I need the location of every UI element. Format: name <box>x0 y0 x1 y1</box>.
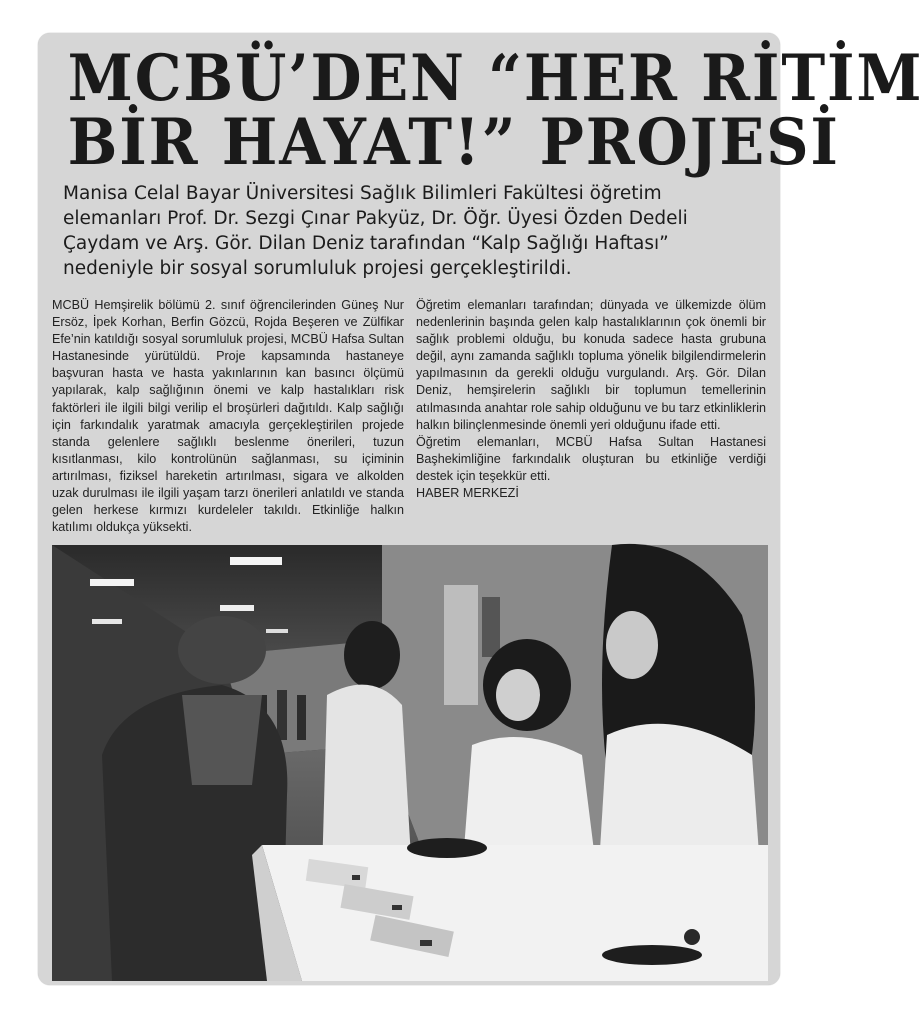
brochure-mark <box>420 940 432 946</box>
doorway <box>444 585 478 705</box>
wall-sign <box>482 597 500 657</box>
visitor-scarf <box>182 695 262 785</box>
hospital-stand-photo <box>52 545 768 981</box>
bg-person <box>297 695 306 740</box>
left-column-text: MCBÜ Hemşirelik bölümü 2. sınıf öğrencilerinden Güneş Nur Ersöz, İpek Korhan, Berfin Gözcü, Rojda Beşeren ve Zülfikar Efe’nin katıldığı sosyal sorumluluk projesi, MCBÜ Hafsa Sultan Hastanesinde yürütüldü. Proje kapsamında hastaneye başvuran hasta ve hasta yakınlarının kan basıncı ölçümü yapılarak, kalp sağlığının önemi ve kalp hastalıkları risk faktörleri ile ilgili bilgi verilip el broşürleri dağıtıldı. Kalp sağlığı için farkındalık yaratmak amacıyla gerçekleştirilen projede standa gelenlere sağlıklı beslenme önerileri, tuzun kısıtlanması, kilo kontrolünün sağlanması, su içiminin artırılması, fiziksel hareketin artırılması, sigara ve alkolden uzak durulması ile ilgili yaşam tarzı önerileri anlatıldı ve standa gelen herkese kırmızı kurdeleler takıldı. Etkinliğe halkın katılımı oldukça yüksekti. <box>52 298 404 535</box>
student-hair <box>344 621 400 689</box>
newspaper-clipping <box>38 33 923 985</box>
stethoscope <box>602 945 702 965</box>
ceiling-light <box>220 605 254 611</box>
ceiling-light <box>90 579 134 586</box>
left-column <box>52 297 404 536</box>
ceiling-light <box>266 629 288 633</box>
brochure-mark <box>392 905 402 910</box>
right-paragraph-2: Öğretim elemanları, MCBÜ Hafsa Sultan Hastanesi Başhekimliğine farkındalık oluşturan bu etkinliğe verdiği destek için teşekkür etti. <box>416 434 766 483</box>
stethoscope-head <box>684 929 700 945</box>
ceiling-light <box>230 557 282 565</box>
seated-student-face <box>496 669 540 721</box>
headline <box>67 41 923 180</box>
blood-pressure-cuff <box>407 838 487 858</box>
brochure-mark <box>352 875 360 880</box>
right-column <box>416 297 766 502</box>
bg-person <box>277 690 287 740</box>
headline-line-1: MCBÜ’DEN “HER RİTİM <box>67 41 923 116</box>
right-paragraph-1: Öğretim elemanları tarafından; dünyada ve ülkemizde ölüm nedenlerinin başında gelen kalp hastalıklarının çok önemli bir sağlık problemi olduğu, bu konuda sadece hasta grubuna değil, aynı zamanda sağlıklı topluma yönelik bilgilendirmelerin yapılmasının da gerekli olduğu vurgulandı. Arş. Gör. Dilan Deniz, hemşirelerin sağlıklı bir toplumun temellerinin atılmasında anahtar role sahip olduğunu ve bu tarz etkinliklerin halkın bilinçlenmesinde önemli yeri olduğunu ifade etti. <box>416 298 766 432</box>
headline-line-2: BİR HAYAT!” PROJESİ <box>67 105 840 180</box>
byline: HABER MERKEZİ <box>416 486 519 501</box>
subheadline: Manisa Celal Bayar Üniversitesi Sağlık Bilimleri Fakültesi öğretim elemanları Prof. Dr. Sezgi Çınar Pakyüz, Dr. Öğr. Üyesi Özden Dedeli Çaydam ve Arş. Gör. Dilan Deniz tarafından “Kalp Sağlığı Haftası” nedeniyle bir sosyal sorumluluk projesi gerçekleştirildi. <box>63 183 688 279</box>
headscarf <box>178 616 266 684</box>
ceiling-light <box>92 619 122 624</box>
article-photo <box>52 545 768 981</box>
right-student-face <box>606 611 658 679</box>
